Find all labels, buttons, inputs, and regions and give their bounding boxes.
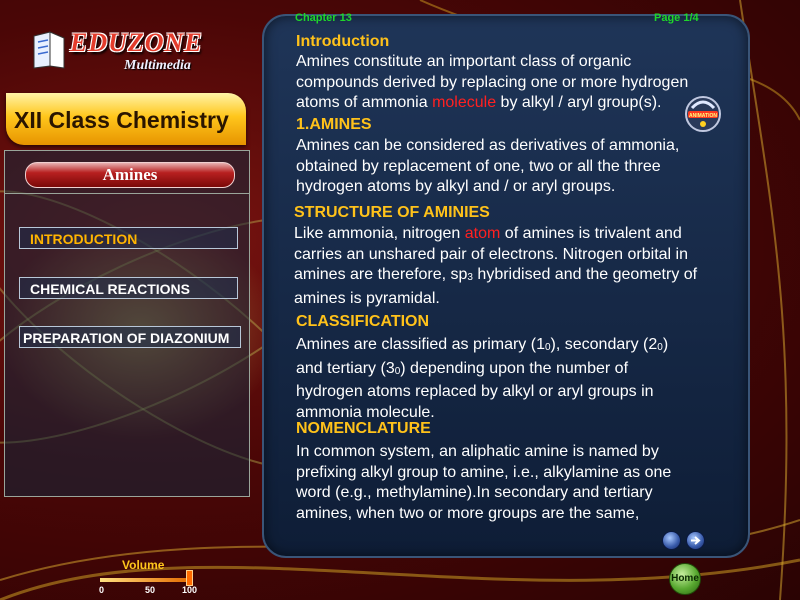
topic-title: Amines [25,162,235,188]
volume-tick-min: 0 [99,585,105,595]
molecule-link[interactable]: molecule [432,94,497,111]
book-icon [30,28,68,70]
intro-text: Amines constitute an important class of organic compounds derived by replacing one or more hydrogen atoms of ammonia molecule by alkyl / aryl group(s). [296,53,689,111]
structure-heading: STRUCTURE OF AMINIES [294,204,490,221]
nomenclature-heading: NOMENCLATURE [296,420,431,437]
nav-introduction[interactable]: INTRODUCTION [19,227,238,249]
classification-text: Amines are classified as primary (10), secondary (20) and tertiary (30) depending upon the number of hydrogen atoms replaced by alkyl or aryl groups in ammonia molecule. [296,336,669,421]
eduzone-logo [28,22,203,84]
previous-page-button[interactable] [662,531,681,550]
arrow-right-icon [687,532,704,549]
nav-preparation-of-diazonium[interactable]: PREPARATION OF DIAZONIUM [19,326,241,348]
animation-label: ANIMATION [689,113,717,119]
class-banner [6,93,246,145]
animation-icon[interactable] [684,94,722,134]
volume-label: Volume [122,558,165,572]
nav-chemical-reactions[interactable]: CHEMICAL REACTIONS [19,277,238,299]
volume-slider-track[interactable] [100,578,190,582]
intro-heading: Introduction [296,33,390,50]
amines-text: Amines can be considered as derivatives of ammonia, obtained by replacement of one, two or all the three hydrogen atoms by alkyl and / or aryl groups. [296,137,680,195]
volume-tick-max: 100 [182,585,198,595]
structure-text: Like ammonia, nitrogen atom of amines is trivalent and carries an unshared pair of electrons. Nitrogen orbital in amines are therefore, sp3 hybridised and the geometry of amines is pyramidal. [294,225,698,307]
volume-slider-thumb[interactable] [186,570,193,586]
class-banner-title: XII Class Chemistry [14,107,229,133]
volume-tick-mid: 50 [145,585,156,595]
panel-divider [5,193,249,194]
page-indicator: Page 1/4 [654,12,699,24]
nomenclature-text: In common system, an aliphatic amine is named by prefixing alkyl group to amine, i.e., alkylamine as one word (e.g., methylamine).In secondary and tertiary amines, when two or more groups are the same, [296,443,672,522]
atom-link[interactable]: atom [464,225,501,242]
logo-brand: EDUZONE [70,28,203,57]
logo-subtitle: Multimedia [124,58,191,73]
chapter-label: Chapter 13 [295,12,352,24]
amines-heading: 1.AMINES [296,116,372,133]
home-button[interactable]: Home [669,563,701,595]
side-panel [4,150,250,497]
classification-heading: CLASSIFICATION [296,313,430,330]
next-page-button[interactable] [686,531,705,550]
